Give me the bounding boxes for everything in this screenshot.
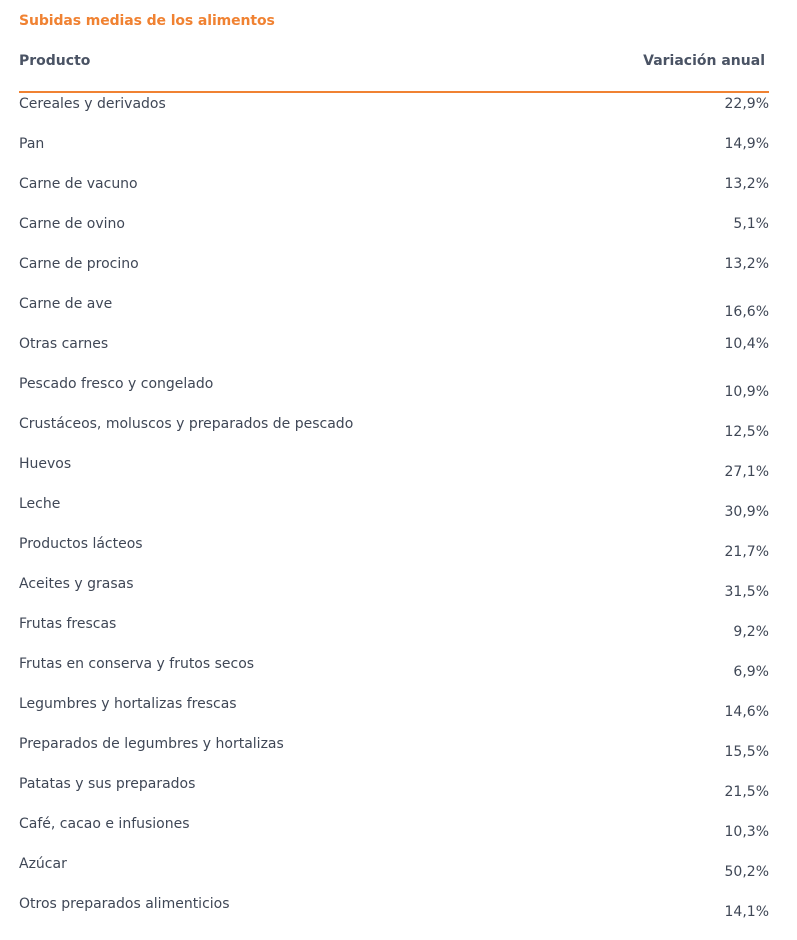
variation-cell: 14,6% [724, 704, 769, 720]
product-cell: Café, cacao e infusiones [19, 816, 190, 832]
table-row [19, 93, 769, 133]
table-row [19, 693, 769, 733]
product-cell: Leche [19, 496, 61, 512]
product-cell: Productos lácteos [19, 536, 143, 552]
variation-cell: 13,2% [724, 256, 769, 272]
variation-cell: 21,7% [724, 544, 769, 560]
variation-cell: 12,5% [724, 424, 769, 440]
variation-cell: 10,9% [724, 384, 769, 400]
product-cell: Carne de ave [19, 296, 113, 312]
variation-cell: 6,9% [733, 664, 769, 680]
table-row [19, 653, 769, 693]
table-row [19, 613, 769, 653]
table-header [19, 53, 769, 75]
table-row [19, 213, 769, 253]
table-row [19, 453, 769, 493]
table-row [19, 773, 769, 813]
product-cell: Aceites y grasas [19, 576, 134, 592]
variation-cell: 27,1% [724, 464, 769, 480]
table-row [19, 733, 769, 773]
product-cell: Frutas frescas [19, 616, 117, 632]
variation-cell: 10,3% [724, 824, 769, 840]
variation-cell: 31,5% [724, 584, 769, 600]
product-cell: Pescado fresco y congelado [19, 376, 214, 392]
variation-cell: 50,2% [724, 864, 769, 880]
product-cell: Cereales y derivados [19, 96, 166, 112]
table-row [19, 573, 769, 613]
column-header-variation[interactable]: Variación anual [643, 53, 765, 69]
table-row [19, 373, 769, 413]
table-row [19, 493, 769, 533]
product-cell: Crustáceos, moluscos y preparados de pescado [19, 416, 354, 432]
table-row [19, 293, 769, 333]
variation-cell: 16,6% [724, 304, 769, 320]
product-cell: Patatas y sus preparados [19, 776, 196, 792]
variation-cell: 14,1% [724, 904, 769, 920]
product-cell: Preparados de legumbres y hortalizas [19, 736, 284, 752]
table-row [19, 853, 769, 893]
variation-cell: 13,2% [724, 176, 769, 192]
table-row [19, 533, 769, 573]
table-row [19, 133, 769, 173]
product-cell: Pan [19, 136, 45, 152]
table-row [19, 893, 769, 933]
product-cell: Legumbres y hortalizas frescas [19, 696, 237, 712]
product-cell: Frutas en conserva y frutos secos [19, 656, 255, 672]
variation-cell: 9,2% [733, 624, 769, 640]
table-body [19, 93, 769, 933]
product-cell: Carne de vacuno [19, 176, 138, 192]
variation-cell: 5,1% [733, 216, 769, 232]
variation-cell: 15,5% [724, 744, 769, 760]
product-cell: Otros preparados alimenticios [19, 896, 230, 912]
variation-cell: 30,9% [724, 504, 769, 520]
table-row [19, 253, 769, 293]
column-header-product[interactable]: Producto [19, 53, 91, 69]
table-row [19, 813, 769, 853]
variation-cell: 22,9% [724, 96, 769, 112]
table-row [19, 413, 769, 453]
product-cell: Otras carnes [19, 336, 109, 352]
product-cell: Huevos [19, 456, 72, 472]
variation-cell: 21,5% [724, 784, 769, 800]
table-row [19, 173, 769, 213]
variation-cell: 14,9% [724, 136, 769, 152]
product-cell: Carne de procino [19, 256, 139, 272]
product-cell: Azúcar [19, 856, 67, 872]
product-cell: Carne de ovino [19, 216, 125, 232]
variation-cell: 10,4% [724, 336, 769, 352]
table-row [19, 333, 769, 373]
chart-title: Subidas medias de los alimentos [19, 13, 275, 29]
